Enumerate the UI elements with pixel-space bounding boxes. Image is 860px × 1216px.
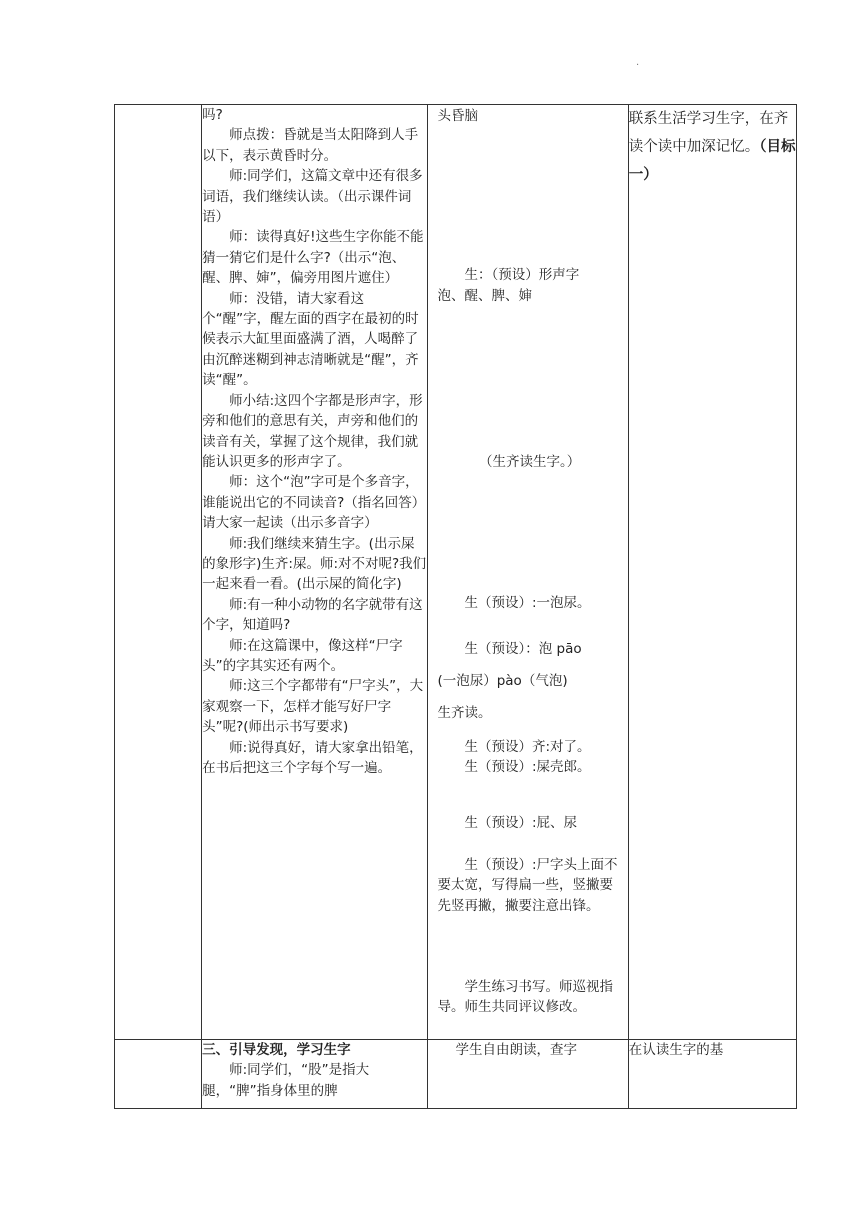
teacher-paragraph: 师:说得真好，请大家拿出铅笔，在书后把这三个字每个写一遍。: [202, 739, 423, 776]
student-text: （生齐读生字。）: [478, 454, 581, 470]
section-title: 三、引导发现，学习生字: [202, 1042, 351, 1058]
header-mark: ·: [636, 60, 640, 71]
teacher-activity-cell: [202, 1040, 428, 1109]
teacher-paragraph: 师：这个“泡”字可是个多音字，谁能说出它的不同读音?（指名回答）请大家一起读（出示多音字）: [202, 474, 426, 532]
student-text: 生齐读。: [437, 705, 492, 721]
student-text: 生（预设）:尸字头上面不要太宽，写得扁一些，竖撇要先竖再撇，撇要注意出锋。: [437, 857, 618, 914]
teacher-paragraph: 师：没错，请大家看这个“醒”字，醒左面的酉字在最初的时候表示大缸里面盛满了酒，人喝醉了由沉醉迷糊到神志清晰就是“醒”，齐读“醒”。: [202, 290, 419, 389]
lesson-plan-table: [114, 104, 797, 1109]
design-intent-cell: 在认读生字的基: [628, 1040, 796, 1109]
teacher-paragraph: 师小结:这四个字都是形声字，形旁和他们的意思有关，声旁和他们的读音有关，掌握了这个规律，我们就能认识更多的形声字了。: [202, 392, 423, 470]
student-text: 生：（预设）形声字: [464, 267, 580, 283]
teacher-paragraph: 师:同学们，这篇文章中还有很多词语，我们继续认读。（出示课件词语）: [202, 168, 423, 226]
student-text: 生（预设）:屁、尿: [464, 815, 578, 831]
student-text: 生（预设）：泡 pāo: [464, 641, 582, 657]
teacher-paragraph: 师点拨：昏就是当太阳降到人手以下，表示黄昏时分。: [202, 127, 419, 164]
student-text: 头昏脑: [437, 108, 478, 124]
stage-cell: [115, 105, 202, 1040]
student-text: 生（预设）齐:对了。: [464, 739, 591, 755]
teacher-paragraph: 师:同学们，“股”是指大腿，“脾”指身体里的脾: [202, 1062, 370, 1099]
student-text: 生（预设）:一泡尿。: [464, 595, 591, 611]
student-text: 学生练习书写。师巡视指导。师生共同评议修改。: [437, 979, 613, 1016]
stage-cell: [115, 1040, 202, 1109]
teacher-paragraph: 师:有一种小动物的名字就带有这个字，知道吗?: [202, 596, 423, 634]
goal-tag: （目标一）: [628, 139, 796, 183]
design-intent-text: 联系生活学习生字，在齐读个读中加深记忆。: [628, 111, 789, 155]
teacher-activity-cell: [202, 105, 428, 1040]
table-row: [115, 1040, 797, 1109]
teacher-paragraph: 师:我们继续来猜生字。(出示屎的象形字)生齐:屎。师:对不对呢?我们一起来看一看。(出示屎的简化字): [202, 535, 427, 593]
teacher-paragraph: 师:这三个字都带有“尸字头”，大家观察一下，怎样才能写好尸字头”呢?(师出示书写要求): [202, 678, 424, 736]
teacher-paragraph: 吗?: [202, 107, 223, 123]
student-activity-cell: 学生自由朗读，查字: [428, 1040, 628, 1109]
teacher-paragraph: 师:在这篇课中，像这样“尸字头”的字其实还有两个。: [202, 637, 403, 674]
table-row: [115, 105, 797, 1040]
design-intent-cell: [628, 105, 796, 1040]
student-text: (一泡尿）pào（气泡): [437, 673, 568, 689]
student-text: 生（预设）:屎壳郎。: [464, 759, 591, 775]
student-activity-cell: [428, 105, 628, 1040]
student-text: 泡、醒、脾、婶: [437, 288, 532, 304]
teacher-paragraph: 师：读得真好!这些生字你能不能猜一猜它们是什么字?（出示“泡、醒、脾、婶”，偏旁用图片遮住）: [202, 229, 424, 287]
